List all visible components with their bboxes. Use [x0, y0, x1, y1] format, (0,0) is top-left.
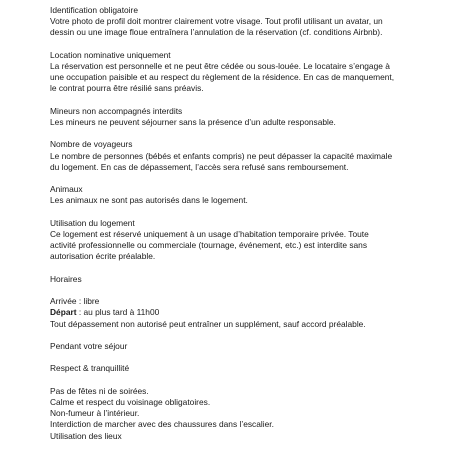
section-text-line: autorisation écrite préalable.	[50, 251, 156, 262]
section-horaires-heading	[50, 274, 410, 285]
section-text-line: une occupation paisible et au respect du règlement de la résidence. En cas de manquement,	[50, 72, 395, 83]
rule-line: Non-fumeur à l’intérieur.	[50, 408, 140, 419]
section-nombre-voyageurs	[50, 139, 410, 173]
section-sejour-heading	[50, 341, 410, 352]
rule-line: Calme et respect du voisinage obligatoires.	[50, 396, 211, 407]
section-heading: Horaires	[50, 273, 82, 284]
section-text-line: Les mineurs ne peuvent séjourner sans la présence d’un adulte responsable.	[50, 117, 336, 127]
section-subheading: Respect & tranquillité	[50, 363, 130, 374]
section-animaux	[50, 184, 410, 206]
rule-line: Utilisation des lieux	[50, 430, 122, 441]
section-sejour-subheading	[50, 363, 410, 374]
section-heading: Location nominative uniquement	[50, 49, 171, 60]
arrivee-value: : libre	[76, 296, 100, 307]
section-utilisation-logement	[50, 218, 410, 263]
section-horaires-details	[50, 296, 410, 330]
section-text-line: Votre photo de profil doit montrer clairement votre visage. Tout profil utilisant un avatar, un	[50, 16, 383, 27]
section-text-line: du logement. En cas de dépassement, l’accès sera refusé sans remboursement.	[50, 161, 349, 172]
section-identification	[50, 5, 410, 39]
rule-line: Interdiction de marcher avec des chaussures dans l’escalier.	[50, 419, 274, 430]
section-text-line: Ce logement est réservé uniquement à un usage d’habitation temporaire privée. Toute	[50, 228, 369, 239]
section-heading: Mineurs non accompagnés interdits	[50, 105, 183, 116]
arrivee-label: Arrivée	[50, 296, 77, 307]
section-heading: Utilisation du logement	[50, 217, 135, 228]
section-heading: Animaux	[50, 184, 83, 195]
section-location-nominative	[50, 50, 410, 95]
horaires-note: Tout dépassement non autorisé peut entraîner un supplément, sauf accord préalable.	[50, 318, 366, 329]
section-text-line: Les animaux ne sont pas autorisés dans le logement.	[50, 195, 248, 206]
depart-value: : au plus tard à 11h00	[76, 307, 160, 318]
rule-line: Pas de fêtes ni de soirées.	[50, 385, 149, 396]
section-text-line: Le nombre de personnes (bébés et enfants compris) ne peut dépasser la capacité maximale	[50, 150, 393, 161]
section-heading: Pendant votre séjour	[50, 340, 128, 351]
section-text-line: La réservation est personnelle et ne peut être cédée ou sous-louée. Le locataire s’engage à	[50, 61, 390, 71]
section-text-line: le contrat pourra être résilié sans préavis.	[50, 83, 204, 94]
section-text-line: dessin ou une image floue entraînera l’annulation de la réservation (cf. conditions Airbnb).	[50, 27, 383, 38]
arrivee-line	[50, 296, 410, 307]
section-heading: Identification obligatoire	[50, 5, 138, 15]
section-sejour-rules	[50, 386, 410, 442]
section-heading: Nombre de voyageurs	[50, 139, 133, 150]
depart-line	[50, 307, 410, 318]
document-page	[50, 5, 410, 453]
section-mineurs	[50, 106, 410, 128]
section-text-line: activité professionnelle ou commerciale (tournage, événement, etc.) est interdite sans	[50, 240, 368, 251]
depart-label: Départ	[50, 307, 77, 318]
